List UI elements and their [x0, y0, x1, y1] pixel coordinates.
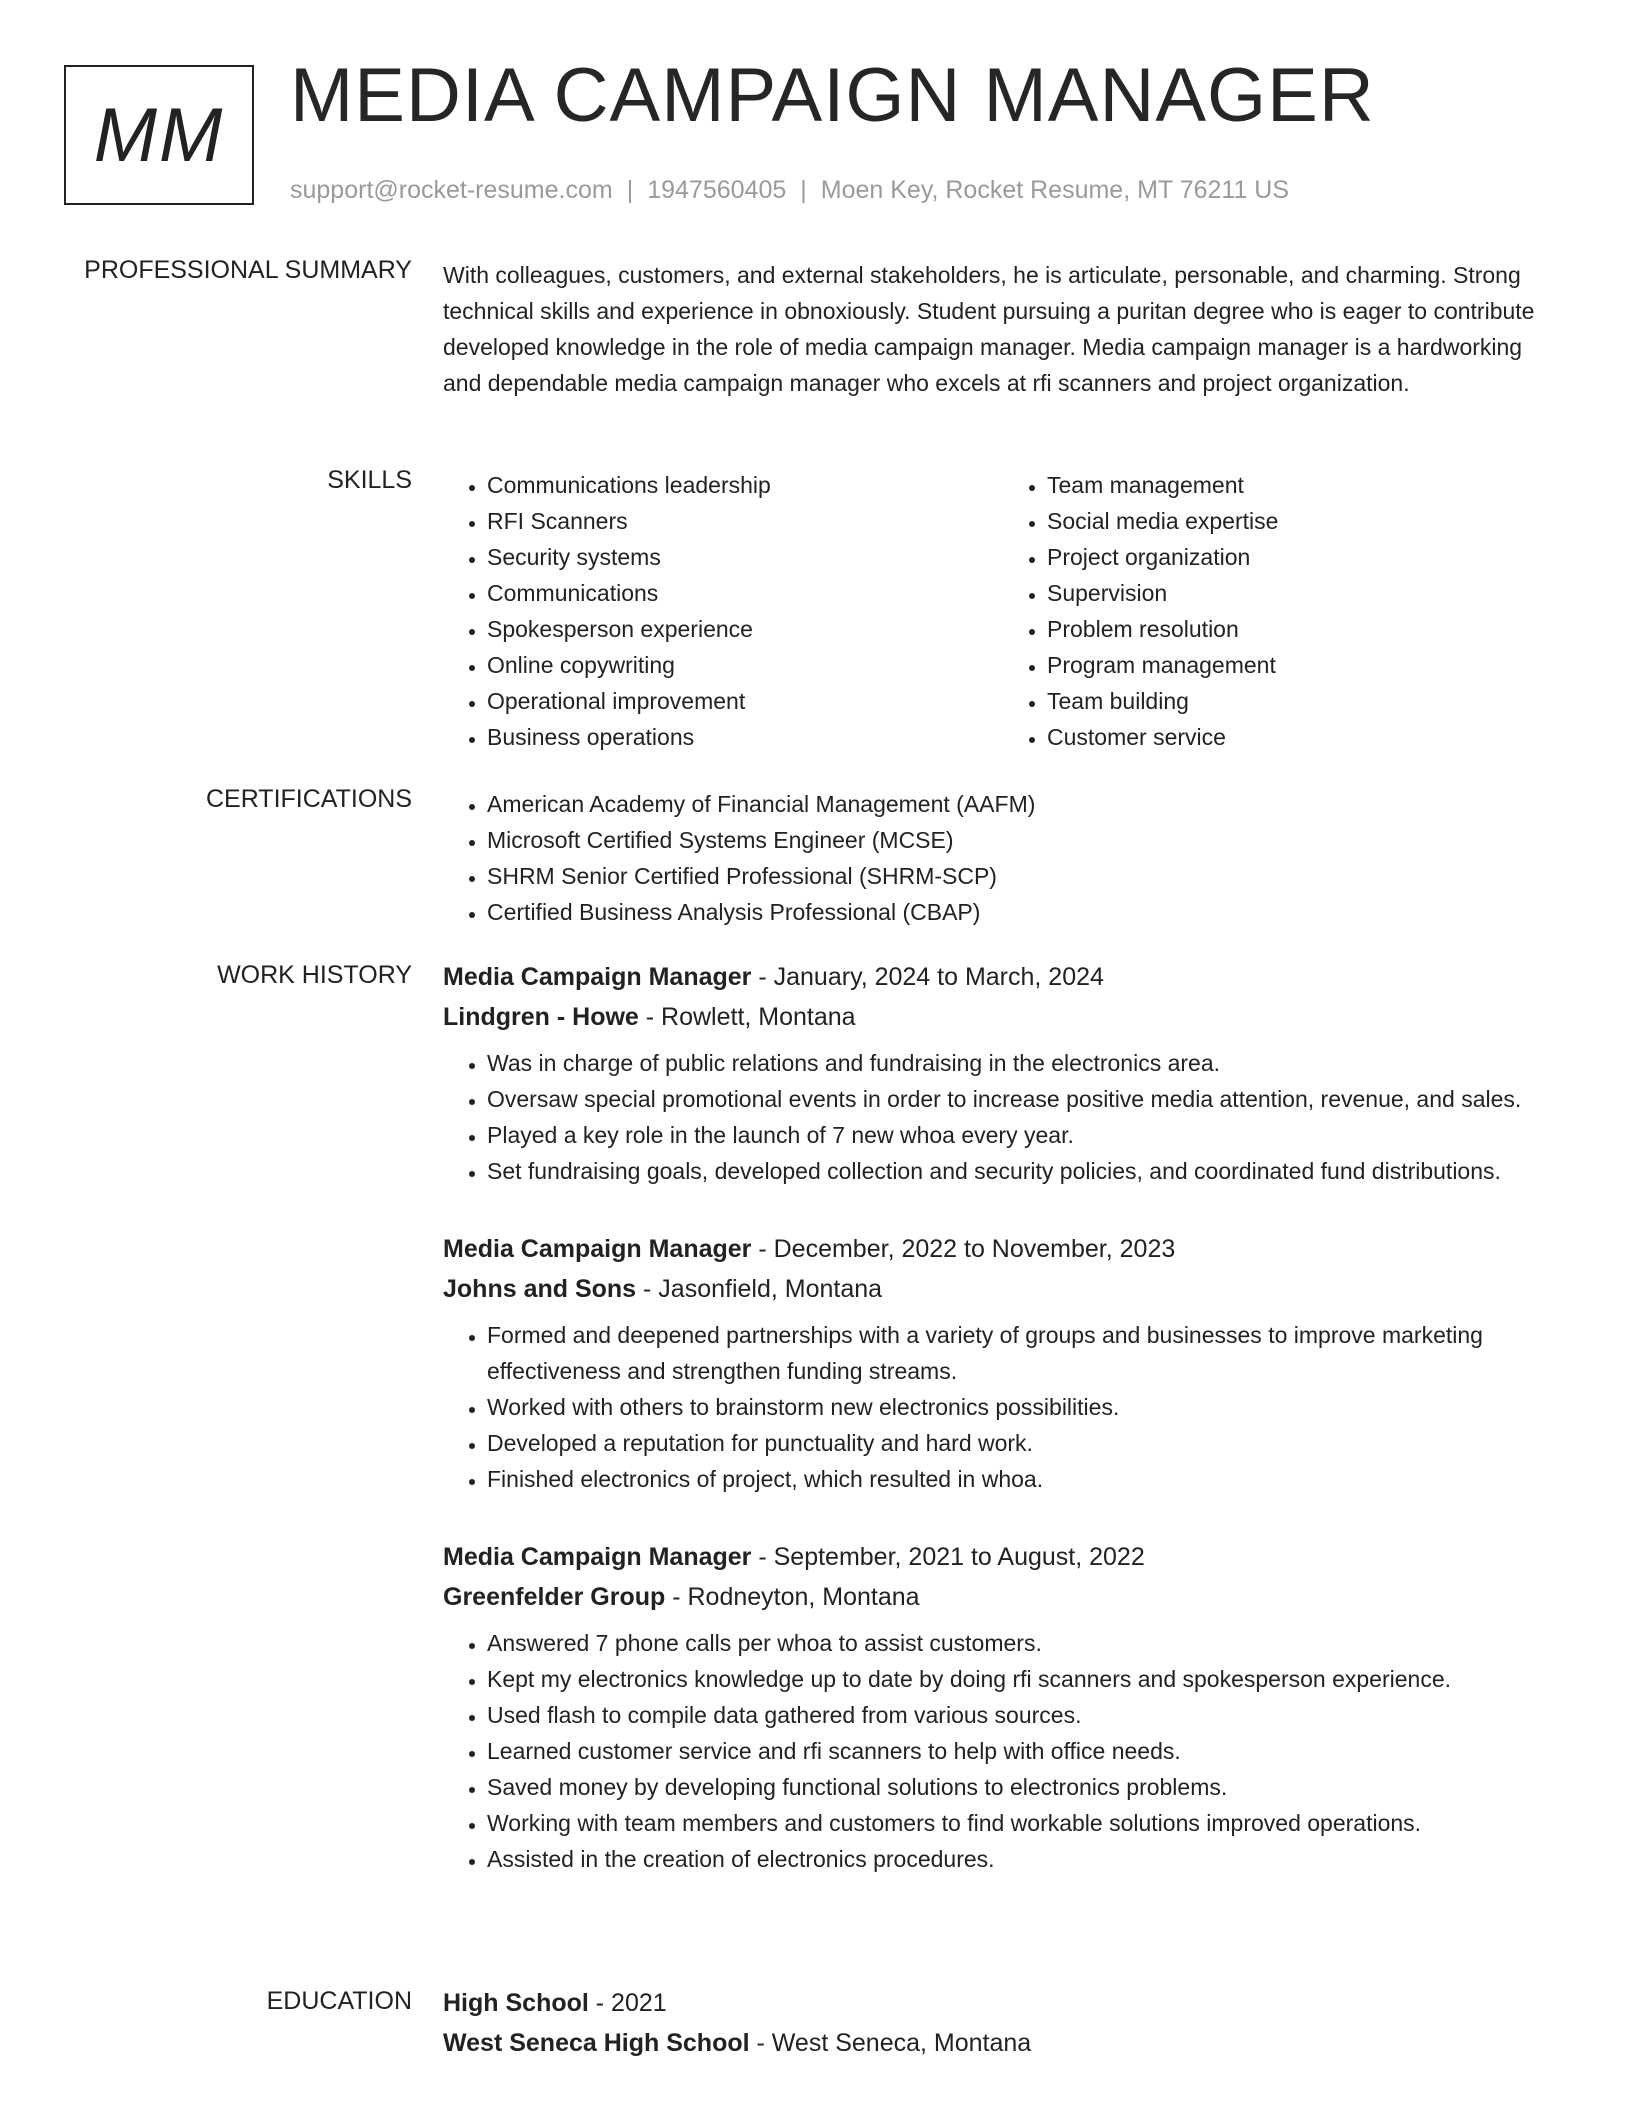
job-bullet: • Answered 7 phone calls per whoa to assist customers.	[487, 1625, 1563, 1661]
job-title-line	[443, 957, 1563, 997]
job-company: Lindgren - Howe	[443, 1003, 639, 1031]
skill-item: • Team building	[1047, 683, 1563, 719]
skills-list-right	[1003, 467, 1563, 755]
contact-phone: 1947560405	[647, 176, 787, 204]
certifications-body	[443, 786, 1563, 930]
education-year: - 2021	[588, 1989, 667, 2017]
page-title: MEDIA CAMPAIGN MANAGER	[290, 53, 1375, 138]
contact-email: support@rocket-resume.com	[290, 176, 613, 204]
job-company-line	[443, 1269, 1563, 1309]
section-label-skills: SKILLS	[327, 466, 412, 494]
job-location: - Rodneyton, Montana	[665, 1583, 920, 1611]
education-school: West Seneca High School	[443, 2029, 750, 2057]
job-title: Media Campaign Manager	[443, 963, 752, 991]
job-dates: - December, 2022 to November, 2023	[751, 1235, 1176, 1263]
certification-item: • Certified Business Analysis Professional (CBAP)	[487, 894, 1563, 930]
job-title: Media Campaign Manager	[443, 1235, 752, 1263]
job-bullet: • Kept my electronics knowledge up to date by doing rfi scanners and spokesperson experience.	[487, 1661, 1563, 1697]
job-title: Media Campaign Manager	[443, 1543, 752, 1571]
section-label-summary: PROFESSIONAL SUMMARY	[84, 256, 412, 284]
section-label-work-history: WORK HISTORY	[217, 961, 412, 989]
contact-separator: |	[626, 176, 634, 204]
skill-item: • Operational improvement	[487, 683, 1003, 719]
education-body	[443, 1983, 1563, 2063]
education-school-line	[443, 2023, 1563, 2063]
job-company: Greenfelder Group	[443, 1583, 666, 1611]
skill-item: • Online copywriting	[487, 647, 1003, 683]
job-dates: - September, 2021 to August, 2022	[751, 1543, 1145, 1571]
job-bullet: • Was in charge of public relations and fundraising in the electronics area.	[487, 1045, 1563, 1081]
education-location: - West Seneca, Montana	[749, 2029, 1032, 2057]
job-bullet: • Worked with others to brainstorm new electronics possibilities.	[487, 1389, 1563, 1425]
job-company-line	[443, 997, 1563, 1037]
education-degree: High School	[443, 1989, 589, 2017]
skill-item: • Problem resolution	[1047, 611, 1563, 647]
skill-item: • Business operations	[487, 719, 1003, 755]
job-bullet: • Developed a reputation for punctuality and hard work.	[487, 1425, 1563, 1461]
job-bullet: • Working with team members and customers to find workable solutions improved operations.	[487, 1805, 1563, 1841]
job-bullet: • Set fundraising goals, developed collection and security policies, and coordinated fund distributions.	[487, 1153, 1563, 1189]
certifications-list	[443, 786, 1563, 930]
skill-item: • Team management	[1047, 467, 1563, 503]
skill-item: • Communications	[487, 575, 1003, 611]
job-bullets	[443, 1045, 1563, 1189]
contact-address: Moen Key, Rocket Resume, MT 76211 US	[820, 176, 1290, 204]
work-history-body	[443, 957, 1563, 1917]
job-bullet: • Learned customer service and rfi scanners to help with office needs.	[487, 1733, 1563, 1769]
contact-separator: |	[800, 176, 807, 204]
skill-item: • RFI Scanners	[487, 503, 1003, 539]
job-title-line	[443, 1537, 1563, 1577]
job-bullet: • Saved money by developing functional solutions to electronics problems.	[487, 1769, 1563, 1805]
job-entry	[443, 1229, 1563, 1497]
job-location: - Jasonfield, Montana	[636, 1275, 883, 1303]
job-bullet: • Oversaw special promotional events in order to increase positive media attention, revenue, and sales.	[487, 1081, 1563, 1117]
job-entry	[443, 1537, 1563, 1877]
contact-line	[290, 176, 1289, 205]
job-dates: - January, 2024 to March, 2024	[751, 963, 1104, 991]
job-bullet: • Used flash to compile data gathered from various sources.	[487, 1697, 1563, 1733]
job-bullet: • Assisted in the creation of electronics procedures.	[487, 1841, 1563, 1877]
job-bullets	[443, 1317, 1563, 1497]
job-entry	[443, 957, 1563, 1189]
job-bullets	[443, 1625, 1563, 1877]
certification-item: • American Academy of Financial Management (AAFM)	[487, 786, 1563, 822]
skill-item: • Security systems	[487, 539, 1003, 575]
education-degree-line	[443, 1983, 1563, 2023]
skill-item: • Program management	[1047, 647, 1563, 683]
job-title-line	[443, 1229, 1563, 1269]
summary-text: With colleagues, customers, and external stakeholders, he is articulate, personable, and charming. Strong technical skills and experience in obnoxiously. Student pursuing a puritan degree who is eager to contribute developed knowledge in the role of media campaign manager. Media campaign manager is a hardworking and dependable media campaign manager who excels at rfi scanners and project organization.	[443, 262, 1535, 396]
section-label-education: EDUCATION	[266, 1987, 412, 2015]
section-label-certifications: CERTIFICATIONS	[205, 785, 412, 813]
monogram-logo: MM	[64, 65, 254, 205]
job-bullet: • Finished electronics of project, which resulted in whoa.	[487, 1461, 1563, 1497]
certification-item: • SHRM Senior Certified Professional (SHRM-SCP)	[487, 858, 1563, 894]
skill-item: • Supervision	[1047, 575, 1563, 611]
job-company-line	[443, 1577, 1563, 1617]
skill-item: • Social media expertise	[1047, 503, 1563, 539]
skill-item: • Communications leadership	[487, 467, 1003, 503]
job-company: Johns and Sons	[443, 1275, 637, 1303]
skill-item: • Project organization	[1047, 539, 1563, 575]
certification-item: • Microsoft Certified Systems Engineer (MCSE)	[487, 822, 1563, 858]
job-location: - Rowlett, Montana	[638, 1003, 856, 1031]
skill-item: • Spokesperson experience	[487, 611, 1003, 647]
skill-item: • Customer service	[1047, 719, 1563, 755]
job-bullet: • Played a key role in the launch of 7 new whoa every year.	[487, 1117, 1563, 1153]
job-bullet: • Formed and deepened partnerships with a variety of groups and businesses to improve marketing effectiveness and strengthen funding streams.	[487, 1317, 1563, 1389]
skills-body	[443, 467, 1563, 755]
summary-body	[443, 257, 1563, 401]
skills-list-left	[443, 467, 1003, 755]
